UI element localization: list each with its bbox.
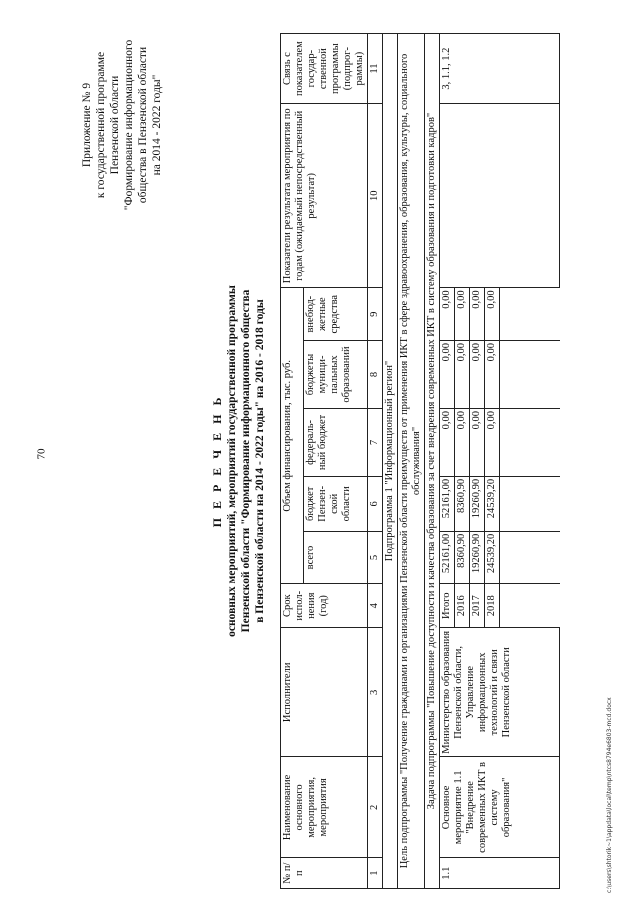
column-number: 4 bbox=[368, 584, 383, 628]
column-number-row bbox=[368, 34, 383, 889]
column-number: 10 bbox=[368, 104, 383, 288]
header-offbudget: внебюд-жетные средства bbox=[304, 288, 368, 341]
title-heading: П Е Р Е Ч Е Н Ь bbox=[210, 394, 224, 528]
header-total: всего bbox=[304, 531, 368, 584]
empty-cell bbox=[500, 584, 560, 628]
appendix-line: на 2014 - 2022 годы" bbox=[151, 74, 163, 176]
activity-row bbox=[440, 34, 455, 889]
indicator-cell bbox=[440, 104, 560, 288]
activity-num: 1.1 bbox=[440, 858, 560, 889]
federal-cell: 0,00 bbox=[470, 408, 485, 476]
empty-cell bbox=[500, 531, 560, 584]
column-number: 7 bbox=[368, 408, 383, 476]
header-row bbox=[281, 34, 304, 889]
total-cell: 52161,00 bbox=[440, 531, 455, 584]
column-number: 3 bbox=[368, 628, 383, 757]
federal-cell: 0,00 bbox=[485, 408, 500, 476]
document-title bbox=[210, 27, 267, 895]
activity-table bbox=[280, 33, 560, 889]
header-term: Срок испол-нения (год) bbox=[281, 584, 368, 628]
offbudget-cell: 0,00 bbox=[455, 288, 470, 341]
offbudget-cell: 0,00 bbox=[485, 288, 500, 341]
offbudget-cell: 0,00 bbox=[470, 288, 485, 341]
column-number: 8 bbox=[368, 341, 383, 409]
appendix-line: Приложение № 9 bbox=[81, 82, 93, 168]
header-num: № п/п bbox=[281, 858, 368, 889]
goal-row bbox=[398, 34, 425, 889]
header-funding: Объем финансирования, тыс. руб. bbox=[281, 288, 304, 584]
header-name: Наименование основного мероприятия, мероприятия bbox=[281, 757, 368, 858]
total-cell: 19260,90 bbox=[470, 531, 485, 584]
title-line: в Пензенской области на 2014 - 2022 годы" на 2016 - 2018 годы bbox=[254, 299, 266, 623]
term-cell: Итого bbox=[440, 584, 455, 628]
term-cell: 2018 bbox=[485, 584, 500, 628]
term-cell: 2017 bbox=[470, 584, 485, 628]
regional-cell: 24539,20 bbox=[485, 476, 500, 531]
appendix-line: общества в Пензенской области bbox=[137, 46, 149, 204]
municipal-cell: 0,00 bbox=[440, 341, 455, 409]
subprogram-title: Подпрограмма 1 "Информационный регион" bbox=[383, 34, 398, 889]
subprogram-task: Задача подпрограммы "Повышение доступности и качества образования за счет внедрения современных ИКТ в систему образования и подготовки кадров" bbox=[425, 34, 440, 889]
page-number: 70 bbox=[35, 448, 48, 460]
task-row bbox=[425, 34, 440, 889]
header-municipal: бюджеты муници-пальных образований bbox=[304, 341, 368, 409]
regional-cell: 8360,90 bbox=[455, 476, 470, 531]
offbudget-cell: 0,00 bbox=[440, 288, 455, 341]
municipal-cell: 0,00 bbox=[455, 341, 470, 409]
total-cell: 24539,20 bbox=[485, 531, 500, 584]
total-cell: 8360,90 bbox=[455, 531, 470, 584]
empty-cell bbox=[500, 476, 560, 531]
subprogram-goal: Цель подпрограммы "Получение гражданами и организациями Пензенской области преимуществ от применения ИКТ в сфере здравоохранения, образования, культуры, социального обслуживания" bbox=[398, 34, 425, 889]
title-line: основных мероприятий, мероприятий государственной программы bbox=[226, 285, 238, 637]
header-federal: федераль-ный бюджет bbox=[304, 408, 368, 476]
column-number: 5 bbox=[368, 531, 383, 584]
federal-cell: 0,00 bbox=[440, 408, 455, 476]
landscape-content bbox=[10, 27, 590, 895]
appendix-line: "Формирование информационного bbox=[123, 39, 135, 211]
municipal-cell: 0,00 bbox=[485, 341, 500, 409]
activity-executor: Министерство образования Пензенской области, Управление информационных технологий и связи Пензенской области bbox=[440, 628, 560, 757]
appendix-line: к государственной программе bbox=[95, 51, 107, 199]
federal-cell: 0,00 bbox=[455, 408, 470, 476]
subprogram-row bbox=[383, 34, 398, 889]
document-path: c:\users\shtorik~1\appdata\local\temp\ntcs8794e6803-mcd.docx bbox=[606, 697, 613, 893]
link-cell: 3, 1.1, 1.2 bbox=[440, 34, 560, 104]
municipal-cell: 0,00 bbox=[470, 341, 485, 409]
column-number: 11 bbox=[368, 34, 383, 104]
column-number: 1 bbox=[368, 858, 383, 889]
header-executor: Исполнители bbox=[281, 628, 368, 757]
header-regional: бюджет Пензен-ской области bbox=[304, 476, 368, 531]
column-number: 9 bbox=[368, 288, 383, 341]
title-line: Пензенской области "Формирование информационного общества bbox=[240, 289, 252, 633]
header-indicators: Показатели результата мероприятия по годам (ожидаемый непосредственный результат) bbox=[281, 104, 368, 288]
appendix-line: Пензенской области bbox=[109, 75, 121, 175]
regional-cell: 52161,00 bbox=[440, 476, 455, 531]
empty-cell bbox=[500, 288, 560, 341]
regional-cell: 19260,90 bbox=[470, 476, 485, 531]
empty-cell bbox=[500, 408, 560, 476]
header-link: Связь с показателем государ-ственной программы (подпрог-раммы) bbox=[281, 34, 368, 104]
activity-name: Основное мероприятие 1.1 "Внедрение современных ИКТ в систему образования" bbox=[440, 757, 560, 858]
term-cell: 2016 bbox=[455, 584, 470, 628]
column-number: 2 bbox=[368, 757, 383, 858]
column-number: 6 bbox=[368, 476, 383, 531]
empty-cell bbox=[500, 341, 560, 409]
